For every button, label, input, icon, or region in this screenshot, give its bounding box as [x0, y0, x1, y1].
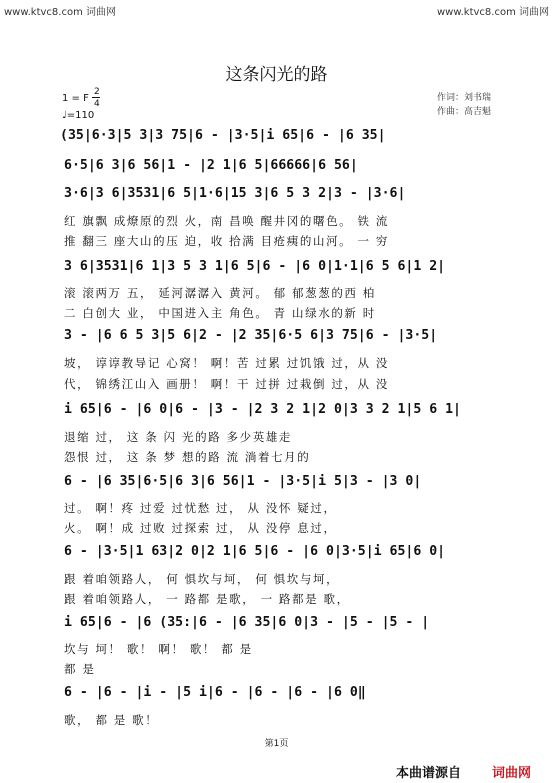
lyric-line-5: 坡， 谆谆教导记 心窝！ 啊！苦 过累 过饥饿 过，从 没 [64, 356, 389, 370]
tempo-marking: ♩=110 [62, 110, 95, 121]
notation-line-4: 3 6|3531|6 1|3 5 3 1|6 5|6 - |6 0|1·1|6 5 6|1 2| [64, 259, 446, 274]
watermark-left: www.ktvc8.com 词曲网 [4, 7, 117, 18]
key-signature: 1 = F [62, 93, 89, 104]
notation-line-5: 3 - |6 6 5 3|5 6|2 - |2 35|6·5 6|3 75|6 - |3·5| [64, 328, 438, 343]
lyric-line-3: 滚 滚两万 五， 延河潺潺入 黄河。 郁 郁葱葱的西 柏 [64, 286, 376, 300]
footer-site-logo[interactable]: 词曲网 [492, 766, 532, 781]
footer-source-text: 本曲谱源自 [396, 766, 462, 781]
notation-line-9: i 65|6 - |6 (35:|6 - |6 35|6 0|3 - |5 - |5 - | [64, 615, 430, 630]
lyric-line-8: 怨恨 过， 这 条 梦 想的路 流 淌着七月的 [64, 450, 311, 464]
notation-line-7: 6 - |6 35|6·5|6 3|6 56|1 - |3·5|i 5|3 - |3 0| [64, 474, 422, 489]
lyric-line-6: 代， 锦绣江山入 画册！ 啊！干 过拼 过栽倒 过，从 没 [64, 377, 389, 391]
song-title: 这条闪光的路 [225, 65, 328, 85]
lyric-line-12: 跟 着咱领路人， 一 路都 是歌， 一 路都是 歌， [64, 592, 350, 606]
time-signature-top: 2 [94, 87, 100, 97]
lyric-line-7: 退缩 过， 这 条 闪 光的路 多少英雄走 [64, 430, 293, 444]
composer-credit: 作曲：高吉魁 [437, 107, 492, 117]
notation-line-8: 6 - |3·5|1 63|2 0|2 1|6 5|6 - |6 0|3·5|i 65|6 0| [64, 544, 446, 559]
notation-line-10: 6 - |6 - |i - |5 i|6 - |6 - |6 - |6 0‖ [64, 685, 366, 700]
lyricist-credit: 作词：刘书瑞 [437, 93, 492, 103]
page-number: 第1页 [264, 739, 289, 749]
time-signature-divider [92, 97, 100, 98]
lyric-line-4: 二 白创大 业， 中国进入主 角色。 青 山绿水的新 时 [64, 306, 376, 320]
lyric-line-2: 推 翻三 座大山的压 迫，收 拾满 目疮痍的山河。 一 穷 [64, 234, 389, 248]
lyric-line-13: 坎与 坷！ 歌！ 啊！ 歌！ 都 是 [64, 642, 253, 656]
lyric-line-10: 火。 啊！成 过败 过探索 过， 从 没停 息过， [64, 521, 337, 535]
notation-line-1: (35|6·3|5 3|3 75|6 - |3·5|i 65|6 - |6 35| [60, 128, 386, 143]
notation-line-2: 6·5|6 3|6 56|1 - |2 1|6 5|66666|6 56| [64, 158, 358, 173]
lyric-line-9: 过。 啊！疼 过爱 过忧愁 过， 从 没怀 疑过， [64, 501, 337, 515]
lyric-line-11: 跟 着咱领路人， 何 惧坎与坷， 何 惧坎与坷， [64, 572, 340, 586]
lyric-line-1: 红 旗飘 成燎原的烈 火，南 昌唤 醒井冈的曙色。 铁 流 [64, 214, 389, 228]
notation-line-6: i 65|6 - |6 0|6 - |3 - |2 3 2 1|2 0|3 3 2 1|5 6 1| [64, 402, 461, 417]
notation-line-3: 3·6|3 6|3531|6 5|1·6|15 3|6 5 3 2|3 - |3·6| [64, 186, 406, 201]
time-signature-bottom: 4 [94, 99, 100, 109]
lyric-line-14: 都 是 [64, 662, 96, 676]
watermark-right: www.ktvc8.com 词曲网 [436, 7, 549, 18]
lyric-line-15: 歌， 都 是 歌！ [64, 713, 159, 727]
